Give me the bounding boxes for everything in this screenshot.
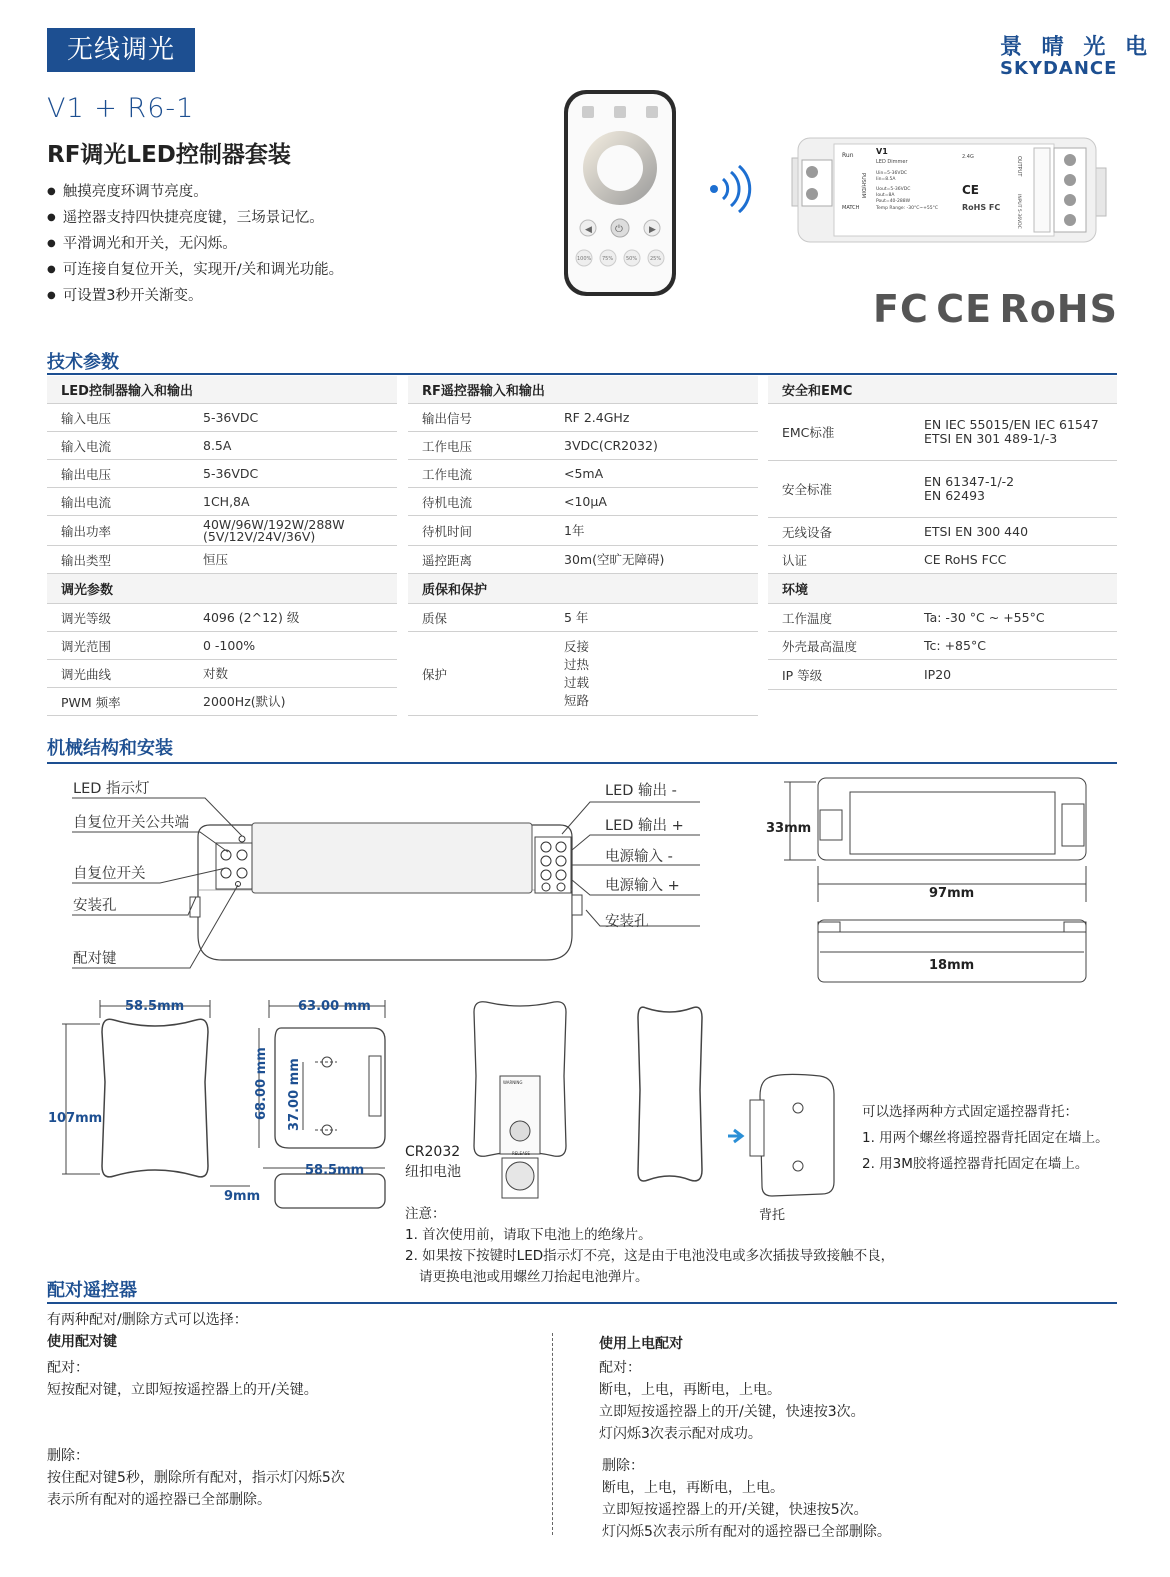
battery-warning-text: WARNING bbox=[503, 1080, 523, 1085]
pairing-method-power: 使用上电配对 配对： 断电，上电，再断电，上电。 立即短按遥控器上的开/关键，快速按3次。 灯闪烁3次表示配对成功。 删除： 断电，上电，再断电，上电。 立即短按遥控器上的开/关键，快速按5次。 灯闪烁5次表示所有配对的遥控器已全部删除。 bbox=[599, 1336, 891, 1540]
match-label: MATCH bbox=[842, 205, 860, 211]
dim-ctrl-height: 33mm bbox=[766, 821, 812, 836]
spec-row: 输入电压 5-36VDC bbox=[47, 404, 397, 432]
remote-dimension-drawing bbox=[50, 996, 250, 1206]
feature-item: ● 可设置3秒开关渐变。 bbox=[47, 284, 343, 310]
spec-row: 输出功率 40W/96W/192W/288W (5V/12V/24V/36V) bbox=[47, 516, 397, 546]
spec-row: 质保 5 年 bbox=[408, 604, 758, 632]
label-power-input-neg: 电源输入 - bbox=[605, 849, 673, 865]
dim-ctrl-depth: 18mm bbox=[929, 958, 975, 973]
shortcut-50: 50% bbox=[626, 256, 638, 262]
remote-control-image bbox=[560, 88, 680, 300]
label-push-switch: 自复位开关 bbox=[73, 866, 146, 882]
label-iin: Iin=8.5A bbox=[876, 177, 896, 182]
spec-group-header: 调光参数 bbox=[47, 574, 397, 604]
spec-row: 工作电压 3VDC(CR2032) bbox=[408, 432, 758, 460]
pairing-intro: 有两种配对/删除方式可以选择： bbox=[47, 1312, 248, 1328]
scene-1-icon bbox=[582, 106, 594, 118]
battery-release-text: RELEASE bbox=[512, 1151, 530, 1156]
spec-row: 工作温度 Ta: -30 °C ~ +55°C bbox=[768, 604, 1117, 632]
controller-image bbox=[790, 130, 1110, 250]
spec-row: 输出电压 5-36VDC bbox=[47, 460, 397, 488]
spec-row: 调光曲线 对数 bbox=[47, 660, 397, 688]
spec-group-header: LED控制器输入和输出 bbox=[47, 376, 397, 404]
mount-drawing bbox=[630, 1000, 850, 1200]
mount-instructions: 可以选择两种方式固定遥控器背托： 1. 用两个螺丝将遥控器背托固定在墙上。 2. 用3M胶将遥控器背托固定在墙上。 bbox=[862, 1104, 1109, 1172]
feature-item: ● 触摸亮度环调节亮度。 bbox=[47, 180, 343, 206]
spec-row: 保护 反接 过热 过载 短路 bbox=[408, 632, 758, 716]
spec-row: 输出电流 1CH,8A bbox=[47, 488, 397, 516]
spec-row: IP 等级 IP20 bbox=[768, 660, 1117, 690]
spec-column-controller bbox=[47, 376, 397, 716]
dim-holder-width: 63.00 mm bbox=[298, 999, 371, 1014]
label-led-output-pos: LED 输出 + bbox=[605, 818, 684, 834]
label-output: OUTPUT bbox=[1016, 156, 1022, 177]
spec-row: 遥控距离 30m(空旷无障碍) bbox=[408, 546, 758, 574]
label-iout: Iout=8A bbox=[876, 193, 895, 198]
svg-text:▶: ▶ bbox=[649, 225, 656, 235]
spec-row: 调光等级 4096 (2^12) 级 bbox=[47, 604, 397, 632]
svg-text:⏻: ⏻ bbox=[615, 224, 623, 235]
spec-row: 安全标准 EN 61347-1/-2 EN 62493 bbox=[768, 461, 1117, 518]
label-rohs: RoHS FC bbox=[962, 203, 1001, 212]
label-switch-common: 自复位开关公共端 bbox=[73, 815, 189, 831]
spec-column-safety bbox=[768, 376, 1117, 690]
battery-drawing bbox=[460, 996, 580, 1201]
spec-row: 调光范围 0 -100% bbox=[47, 632, 397, 660]
dim-remote-thick: 9mm bbox=[224, 1189, 261, 1204]
dim-remote-width: 58.5mm bbox=[125, 999, 185, 1014]
label-led-output-neg: LED 输出 - bbox=[605, 783, 677, 799]
spec-row: 待机时间 1年 bbox=[408, 516, 758, 546]
spec-row: 输出信号 RF 2.4GHz bbox=[408, 404, 758, 432]
scene-2-icon bbox=[614, 106, 626, 118]
dim-holder-bottom: 58.5mm bbox=[305, 1163, 365, 1178]
ce-logo: CE bbox=[936, 287, 993, 331]
feature-list bbox=[47, 180, 343, 310]
run-label: Run bbox=[842, 152, 854, 159]
holder-label: 背托 bbox=[759, 1208, 786, 1223]
brand-name-en: SKYDANCE bbox=[1000, 58, 1118, 79]
pairing-divider bbox=[552, 1333, 553, 1535]
shortcut-75: 75% bbox=[602, 256, 614, 262]
scene-3-icon bbox=[646, 106, 658, 118]
label-match-key: 配对键 bbox=[73, 951, 117, 967]
controller-dimension-drawing bbox=[770, 770, 1120, 990]
spec-row: 认证 CE RoHS FCC bbox=[768, 546, 1117, 574]
label-temp: Temp Range: -30°C~+55°C bbox=[876, 206, 939, 211]
spec-row: 待机电流 <10μA bbox=[408, 488, 758, 516]
spec-group-header: RF遥控器输入和输出 bbox=[408, 376, 758, 404]
feature-item: ● 遥控器支持四快捷亮度键，三场景记忆。 bbox=[47, 206, 343, 232]
battery-label: CR2032 纽扣电池 bbox=[405, 1144, 461, 1180]
dim-holder-inner: 37.00 mm bbox=[287, 1058, 302, 1131]
spec-row: 工作电流 <5mA bbox=[408, 460, 758, 488]
push-dim-label: PUSH/DIM bbox=[860, 173, 866, 198]
label-uin: Uin=5-36VDC bbox=[876, 171, 908, 176]
wireless-signal-icon bbox=[705, 165, 757, 213]
specs-title: 技术参数 bbox=[47, 352, 119, 373]
feature-item: ● 可连接自复位开关，实现开/关和调光功能。 bbox=[47, 258, 343, 284]
mechanical-rule bbox=[47, 762, 1117, 764]
arrow-right-icon bbox=[728, 1130, 742, 1142]
spec-row: 输入电流 8.5A bbox=[47, 432, 397, 460]
label-mount-hole-right: 安装孔 bbox=[605, 914, 649, 930]
spec-group-header: 环境 bbox=[768, 574, 1117, 604]
spec-row: 外壳最高温度 Tc: +85°C bbox=[768, 632, 1117, 660]
label-name: LED Dimmer bbox=[876, 159, 908, 165]
label-input: INPUT 5-36VDC bbox=[1016, 194, 1021, 229]
cert-logos bbox=[873, 286, 1118, 332]
label-led-indicator: LED 指示灯 bbox=[73, 781, 150, 797]
spec-row: 无线设备 ETSI EN 300 440 bbox=[768, 518, 1117, 546]
rohs-logo: RoHS bbox=[999, 287, 1118, 331]
spec-group-header: 安全和EMC bbox=[768, 376, 1117, 404]
label-power-input-pos: 电源输入 + bbox=[605, 878, 680, 894]
label-ce: CE bbox=[962, 183, 980, 197]
shortcut-25: 25% bbox=[650, 256, 662, 262]
label-uout: Uout=5-36VDC bbox=[876, 187, 911, 192]
shortcut-100: 100% bbox=[577, 256, 592, 262]
product-subtitle: RF调光LED控制器套装 bbox=[47, 142, 291, 168]
label-pout: Pout=40-288W bbox=[876, 199, 911, 204]
dim-ctrl-length: 97mm bbox=[929, 886, 975, 901]
label-model: V1 bbox=[876, 147, 888, 156]
model-title: V1 + R6-1 bbox=[47, 93, 195, 124]
svg-text:◀: ◀ bbox=[585, 225, 592, 235]
pairing-title: 配对遥控器 bbox=[47, 1280, 137, 1301]
feature-item: ● 平滑调光和开关，无闪烁。 bbox=[47, 232, 343, 258]
spec-group-header: 质保和保护 bbox=[408, 574, 758, 604]
spec-column-remote bbox=[408, 376, 758, 716]
brand-name-cn: 景 晴 光 电 bbox=[1000, 35, 1153, 60]
pairing-method-key: 使用配对键 配对： 短按配对键，立即短按遥控器上的开/关键。 删除： 按住配对键5秒，删除所有配对，指示灯闪烁5次 表示所有配对的遥控器已全部删除。 bbox=[47, 1334, 345, 1508]
dim-holder-height: 68.00 mm bbox=[254, 1047, 269, 1120]
mechanical-title: 机械结构和安装 bbox=[47, 738, 173, 759]
dim-remote-height: 107mm bbox=[48, 1111, 103, 1126]
fcc-logo: FC bbox=[873, 287, 929, 331]
category-tag: 无线调光 bbox=[47, 28, 195, 72]
spec-row: 输出类型 恒压 bbox=[47, 546, 397, 574]
label-band: 2.4G bbox=[962, 154, 974, 160]
spec-row: EMC标准 EN IEC 55015/EN IEC 61547 ETSI EN 301 489-1/-3 bbox=[768, 404, 1117, 461]
spec-row: PWM 频率 2000Hz(默认) bbox=[47, 688, 397, 716]
specs-rule bbox=[47, 373, 1117, 375]
label-mount-hole-left: 安装孔 bbox=[73, 898, 117, 914]
battery-notes: 注意： 1. 首次使用前，请取下电池上的绝缘片。 2. 如果按下按键时LED指示灯不亮，这是由于电池没电或多次插拔导致接触不良， 请更换电池或用螺丝刀抬起电池弹片。 bbox=[405, 1206, 895, 1285]
pairing-rule bbox=[47, 1302, 1117, 1304]
